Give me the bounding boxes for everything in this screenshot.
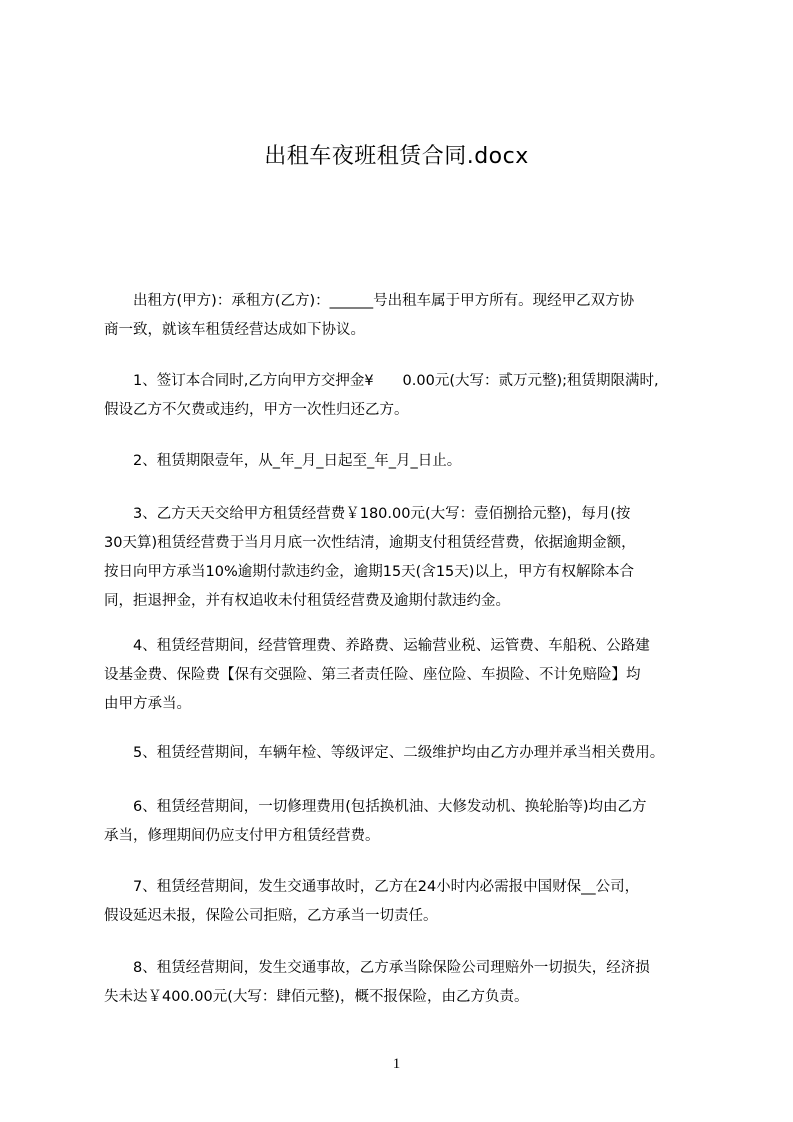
- paragraph-line: 按日向甲方承当10%逾期付款违约金，逾期15天(含15天)以上，甲方有权解除本合: [104, 564, 634, 580]
- paragraph-line: 8、租赁经营期间，发生交通事故，乙方承当除保险公司理赔外一切损失，经济损: [104, 960, 650, 976]
- paragraph-line: 由甲方承当。: [104, 696, 191, 712]
- paragraph-clause-3: [104, 500, 716, 616]
- paragraph-line: 6、租赁经营期间，一切修理费用(包括换机油、大修发动机、换轮胎等)均由乙方: [104, 799, 647, 815]
- paragraph-clause-6: [104, 793, 716, 851]
- paragraph-line: 假设乙方不欠费或违约，甲方一次性归还乙方。: [104, 402, 409, 418]
- paragraph-clause-1: [104, 367, 716, 425]
- paragraph-line: 失未达￥400.00元(大写：肆佰元整)，概不报保险，由乙方负责。: [104, 989, 529, 1005]
- paragraph-line: 同，拒退押金，并有权追收未付租赁经营费及逾期付款违约金。: [104, 593, 510, 609]
- paragraph-line: 出租方(甲方)：承租方(乙方)：______号出租车属于甲方所有。现经甲乙双方协: [104, 293, 635, 309]
- paragraph-line: 商一致，就该车租赁经营达成如下协议。: [104, 322, 365, 338]
- document-title: 出租车夜班租赁合同.docx: [264, 144, 529, 169]
- paragraph-line: 7、租赁经营期间，发生交通事故时，乙方在24小时内必需报中国财保__公司，: [104, 879, 640, 895]
- paragraph-clause-5: [104, 739, 716, 768]
- paragraph-line: 5、租赁经营期间，车辆年检、等级评定、二级维护均由乙方办理并承当相关费用。: [104, 745, 665, 761]
- page-number: 1: [392, 1056, 401, 1072]
- paragraph-clause-2: [104, 447, 716, 476]
- paragraph-line: 设基金费、保险费【保有交强险、第三者责任险、座位险、车损险、不计免赔险】均: [104, 667, 641, 683]
- paragraph-line: 承当，修理期间仍应支付甲方租赁经营费。: [104, 828, 380, 844]
- paragraph-line: 3、乙方天天交给甲方租赁经营费￥180.00元(大写：壹佰捌拾元整)，每月(按: [104, 506, 631, 522]
- paragraph-clause-8: [104, 954, 716, 1012]
- paragraph-line: 30天算)租赁经营费于当月月底一次性结清，逾期支付租赁经营费，依据逾期金额，: [104, 535, 636, 551]
- paragraph-line: 4、租赁经营期间，经营管理费、养路费、运输营业税、运管费、车船税、公路建: [104, 638, 650, 654]
- paragraph-line: 假设延迟未报，保险公司拒赔，乙方承当一切责任。: [104, 908, 438, 924]
- paragraph-parties: [104, 287, 716, 345]
- paragraph-clause-7: [104, 873, 716, 931]
- paragraph-line: 2、租赁期限壹年，从_年_月_日起至_年_月_日止。: [104, 453, 462, 469]
- paragraph-clause-4: [104, 632, 716, 719]
- paragraph-line: 1、签订本合同时,乙方向甲方交押金¥ 0.00元(大写：贰万元整);租赁期限满时,: [104, 373, 659, 389]
